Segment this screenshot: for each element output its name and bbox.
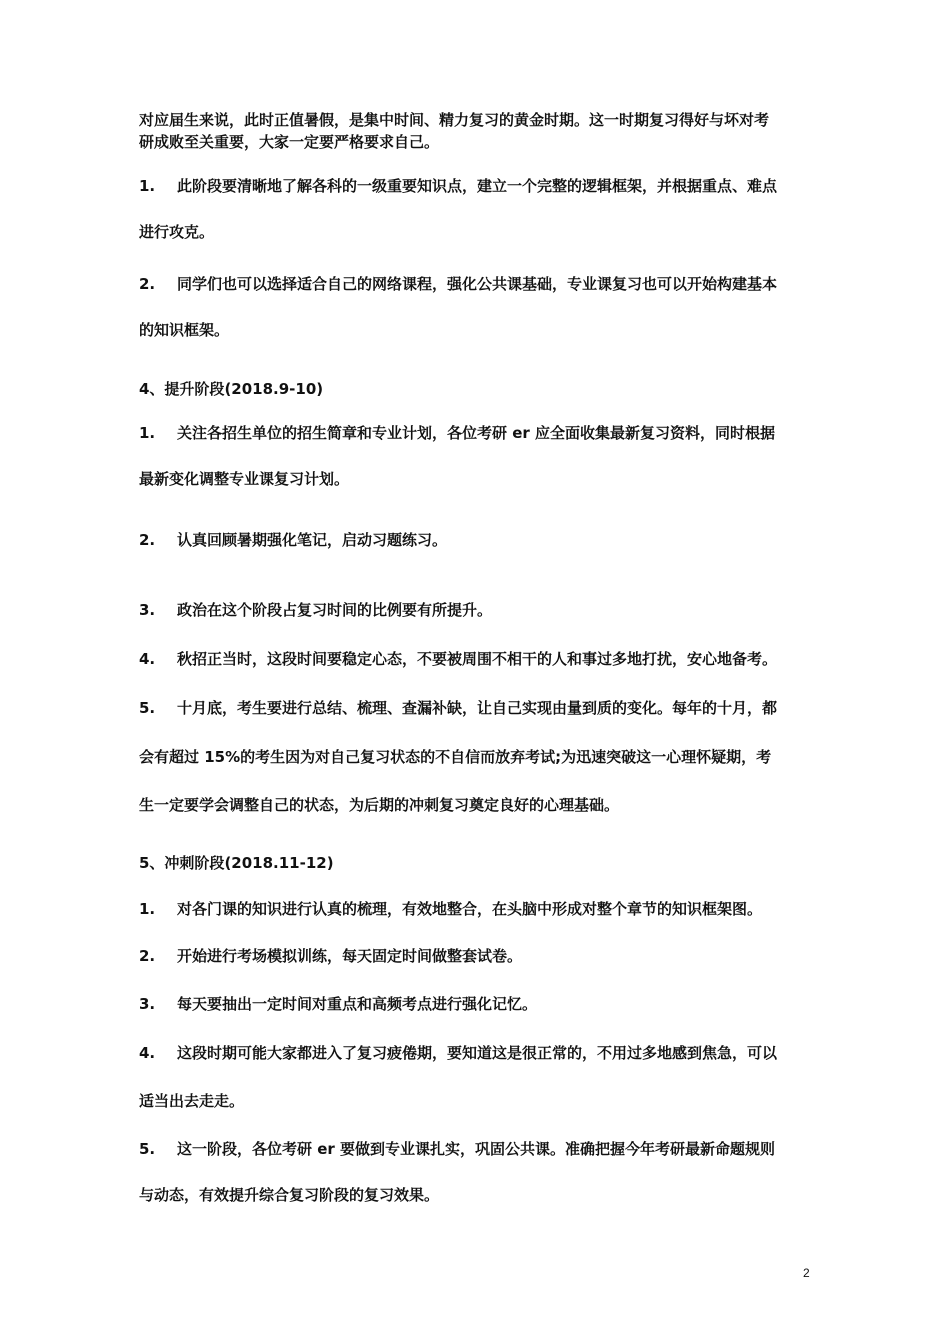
item-text: 每天要抽出一定时间对重点和高频考点进行强化记忆。	[177, 995, 538, 1013]
list-item	[139, 600, 819, 620]
item-text-continued: 适当出去走走。	[139, 1092, 245, 1110]
item-number: 4.	[139, 1044, 156, 1062]
item-text-continued: 生一定要学会调整自己的状态，为后期的冲刺复习奠定良好的心理基础。	[139, 796, 620, 814]
section-heading-stage4: 4、提升阶段(2018.9-10)	[139, 380, 324, 398]
item-text: 对各门课的知识进行认真的梳理，有效地整合，在头脑中形成对整个章节的知识框架图。	[177, 900, 763, 918]
item-number: 1.	[139, 177, 156, 195]
item-text: 此阶段要清晰地了解各科的一级重要知识点，建立一个完整的逻辑框架，并根据重点、难点	[177, 177, 778, 195]
item-number: 1.	[139, 424, 156, 442]
item-number: 1.	[139, 900, 156, 918]
item-number: 2.	[139, 531, 156, 549]
item-number: 3.	[139, 995, 156, 1013]
intro-line-1: 对应届生来说，此时正值暑假，是集中时间、精力复习的黄金时期。这一时期复习得好与坏对考	[139, 111, 770, 129]
item-number: 3.	[139, 601, 156, 619]
item-text: 开始进行考场模拟训练，每天固定时间做整套试卷。	[177, 947, 523, 965]
list-item	[139, 994, 819, 1014]
item-text-continued: 的知识框架。	[139, 321, 230, 339]
list-item	[139, 899, 819, 919]
item-number: 2.	[139, 947, 156, 965]
list-item	[139, 649, 819, 669]
item-text-continued: 进行攻克。	[139, 223, 215, 241]
item-text: 这段时期可能大家都进入了复习疲倦期，要知道这是很正常的，不用过多地感到焦急，可以	[177, 1044, 778, 1062]
item-text-continued: 会有超过 15%的考生因为对自己复习状态的不自信而放弃考试;为迅速突破这一心理怀疑期，考	[139, 748, 772, 766]
item-text: 同学们也可以选择适合自己的网络课程，强化公共课基础，专业课复习也可以开始构建基本	[177, 275, 778, 293]
list-item	[139, 946, 819, 966]
item-text: 认真回顾暑期强化笔记，启动习题练习。	[177, 531, 448, 549]
item-text: 秋招正当时，这段时间要稳定心态，不要被周围不相干的人和事过多地打扰，安心地备考。	[177, 650, 778, 668]
item-text-continued: 与动态，有效提升综合复习阶段的复习效果。	[139, 1186, 440, 1204]
item-text: 关注各招生单位的招生简章和专业计划，各位考研 er 应全面收集最新复习资料，同时根据	[177, 424, 776, 442]
list-item	[139, 1043, 819, 1063]
page-number: 2	[803, 1266, 810, 1280]
list-item	[139, 176, 819, 196]
item-number: 5.	[139, 699, 156, 717]
list-item	[139, 423, 819, 443]
item-text: 这一阶段，各位考研 er 要做到专业课扎实，巩固公共课。准确把握今年考研最新命题规则	[177, 1140, 776, 1158]
list-item	[139, 530, 819, 550]
item-number: 5.	[139, 1140, 156, 1158]
item-text: 十月底，考生要进行总结、梳理、查漏补缺，让自己实现由量到质的变化。每年的十月，都	[177, 699, 778, 717]
list-item	[139, 274, 819, 294]
item-text-continued: 最新变化调整专业课复习计划。	[139, 470, 350, 488]
intro-line-2: 研成败至关重要，大家一定要严格要求自己。	[139, 133, 440, 151]
list-item	[139, 698, 819, 718]
item-number: 4.	[139, 650, 156, 668]
item-text: 政治在这个阶段占复习时间的比例要有所提升。	[177, 601, 493, 619]
list-item	[139, 1139, 819, 1159]
section-heading-stage5: 5、冲刺阶段(2018.11-12)	[139, 854, 334, 872]
item-number: 2.	[139, 275, 156, 293]
